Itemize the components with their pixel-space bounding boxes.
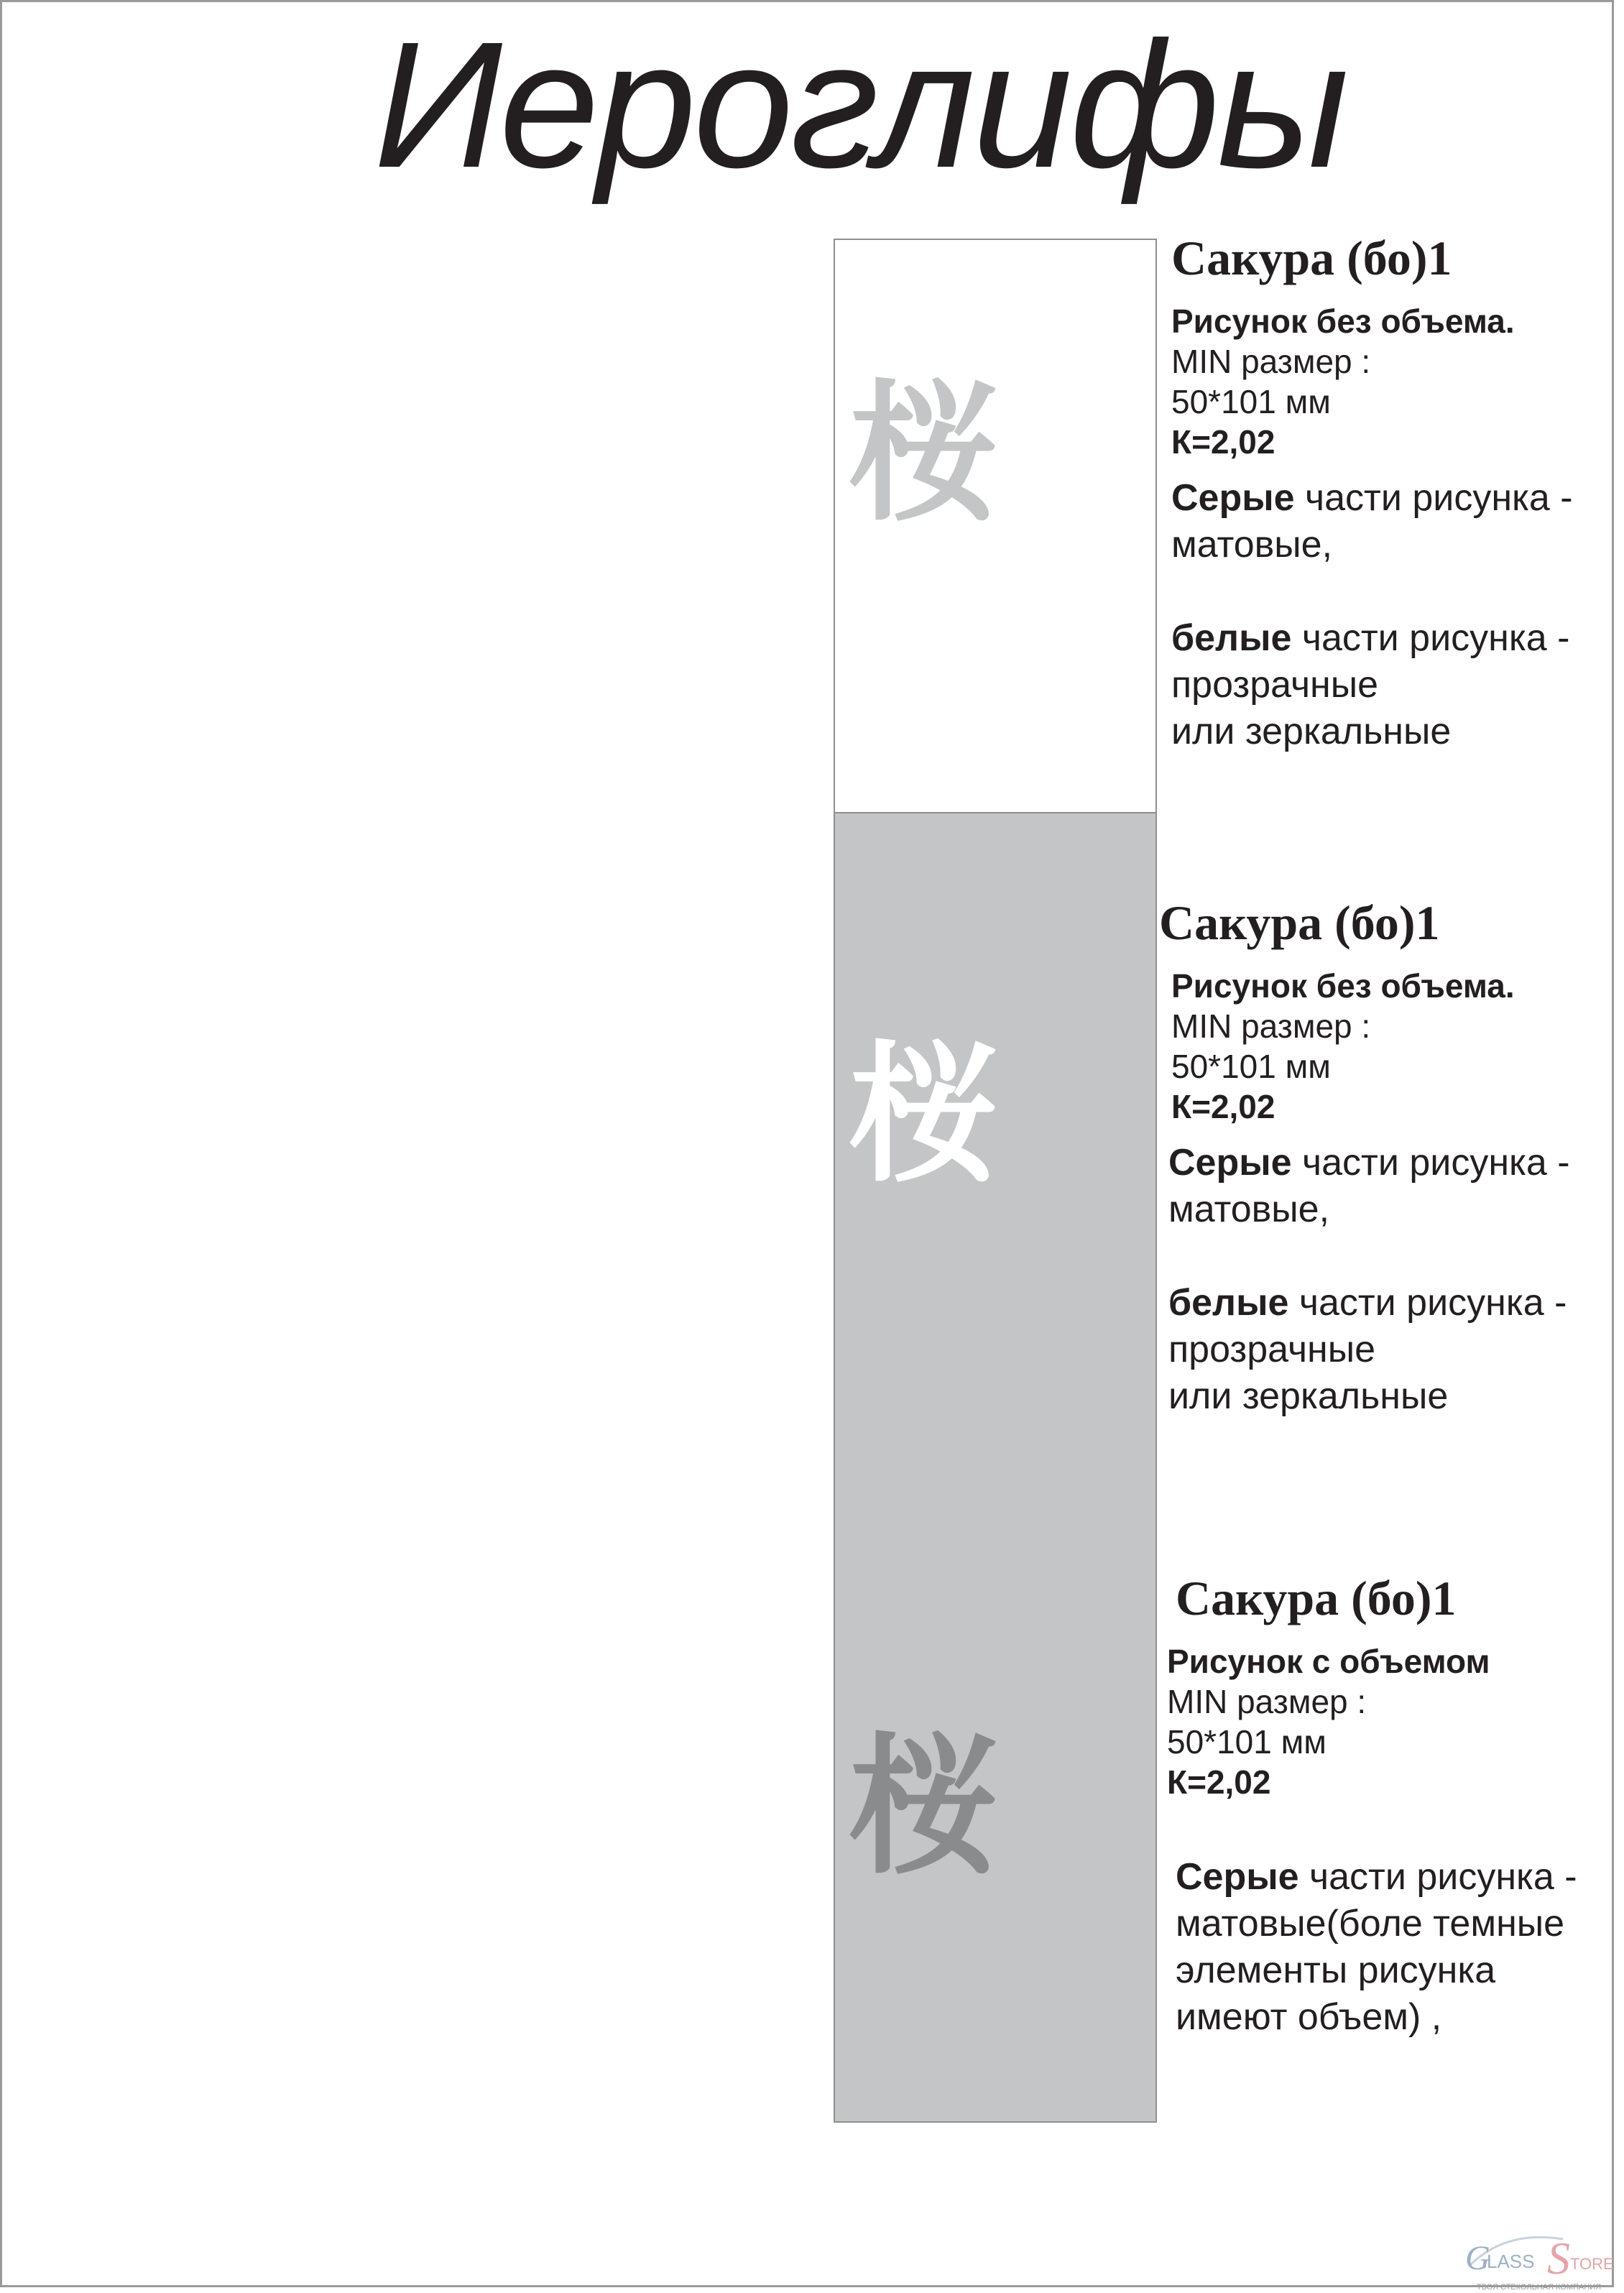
- finish-description: [1168, 1140, 1619, 1420]
- svg-text:桜: 桜: [848, 366, 1000, 535]
- glass-panel-preview: [834, 239, 1157, 2123]
- min-size-value: 50*101 мм: [1171, 1048, 1331, 1085]
- svg-text:G: G: [1465, 2239, 1490, 2277]
- white-text-line2: прозрачные: [1171, 664, 1379, 706]
- svg-text:桜: 桜: [848, 1027, 1000, 1196]
- gray-text-line2: матовые(боле темные: [1176, 1903, 1565, 1944]
- gray-text: части рисунка -: [1294, 477, 1573, 519]
- finish-description: [1171, 475, 1624, 755]
- gray-text-line2: матовые,: [1171, 524, 1333, 566]
- spec-list: [1167, 1641, 1624, 1802]
- finish-description: [1176, 1854, 1624, 2041]
- design-block-1: [1171, 231, 1624, 755]
- sakura-kanji-white: [848, 1023, 1150, 1196]
- design-block-3: [1167, 1571, 1624, 2041]
- white-text-line2: прозрачные: [1168, 1329, 1376, 1370]
- svg-text:TORE: TORE: [1570, 2255, 1614, 2273]
- glass-store-logo: [1462, 2226, 1624, 2293]
- spec-list: [1171, 966, 1619, 1127]
- gray-keyword: Серые: [1171, 477, 1295, 519]
- gray-text-line2: матовые,: [1168, 1189, 1330, 1230]
- gray-text: части рисунка -: [1291, 1142, 1570, 1184]
- white-text-line3: или зеркальные: [1168, 1375, 1449, 1417]
- coefficient: К=2,02: [1171, 1088, 1275, 1125]
- min-size-label: MIN размер :: [1167, 1683, 1367, 1720]
- svg-text:LASS: LASS: [1487, 2251, 1535, 2272]
- gray-text: части рисунка -: [1298, 1856, 1577, 1898]
- white-text-line3: или зеркальные: [1171, 711, 1452, 752]
- white-text: части рисунка -: [1288, 1282, 1567, 1324]
- sakura-kanji-light: [848, 362, 1150, 535]
- design-name: Сакура (бо)1: [1176, 1571, 1457, 1625]
- relief-type: Рисунок без объема.: [1171, 967, 1515, 1005]
- min-size-label: MIN размер :: [1171, 343, 1371, 380]
- coefficient: К=2,02: [1171, 423, 1275, 461]
- spec-list: [1171, 301, 1624, 462]
- min-size-value: 50*101 мм: [1167, 1723, 1327, 1761]
- white-text: части рисунка -: [1291, 617, 1570, 659]
- svg-text:S: S: [1547, 2233, 1570, 2284]
- page-title: Иероглифы: [374, 4, 1347, 205]
- gray-keyword: Серые: [1168, 1142, 1292, 1184]
- design-name: Сакура (бо)1: [1159, 895, 1440, 950]
- gray-text-line4: имеют объем) ,: [1176, 1996, 1442, 2038]
- panel-gray-section: [834, 812, 1157, 2123]
- relief-type: Рисунок с объемом: [1167, 1643, 1490, 1680]
- gray-text-line3: элементы рисунка: [1176, 1950, 1496, 1991]
- coefficient: К=2,02: [1167, 1763, 1271, 1801]
- svg-text:桜: 桜: [848, 1719, 1000, 1888]
- sakura-kanji-dark: [848, 1715, 1150, 1888]
- min-size-label: MIN размер :: [1171, 1007, 1371, 1045]
- design-block-2: [1159, 895, 1619, 1420]
- svg-text:ТВОЯ СТЕКОЛЬНАЯ КОМПАНИЯ: ТВОЯ СТЕКОЛЬНАЯ КОМПАНИЯ: [1477, 2283, 1602, 2292]
- white-keyword: белые: [1171, 617, 1292, 659]
- min-size-value: 50*101 мм: [1171, 383, 1331, 420]
- panel-white-section: [834, 239, 1157, 813]
- gray-keyword: Серые: [1176, 1856, 1299, 1898]
- design-name: Сакура (бо)1: [1171, 231, 1452, 285]
- relief-type: Рисунок без объема.: [1171, 303, 1515, 340]
- white-keyword: белые: [1168, 1282, 1289, 1324]
